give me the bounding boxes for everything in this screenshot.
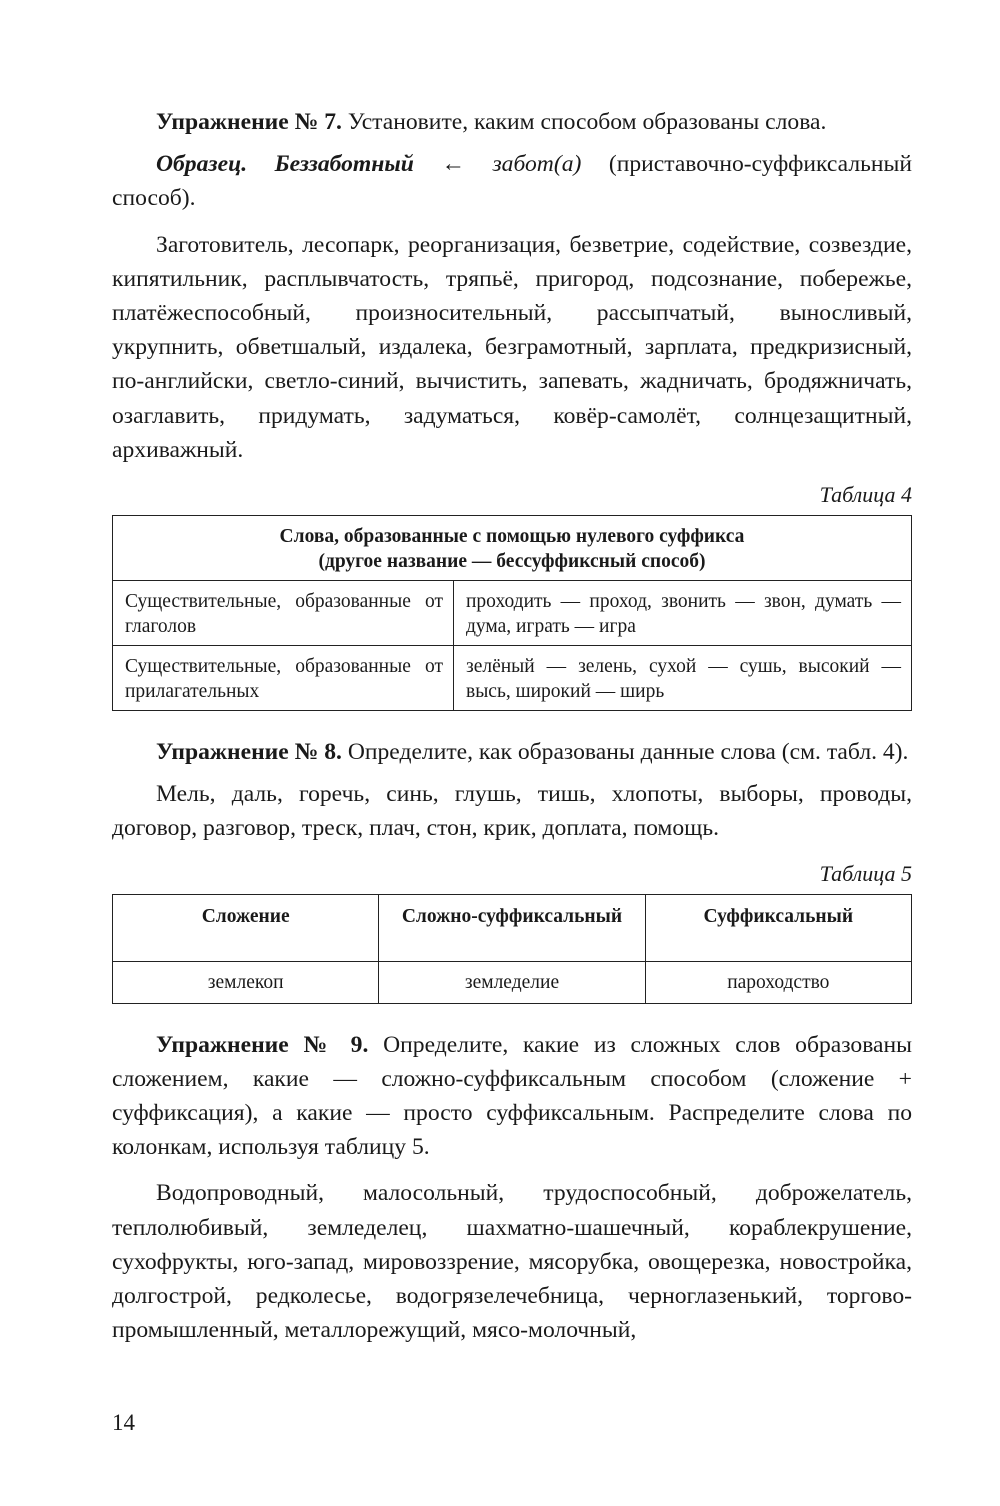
exercise-9-task (112, 1028, 912, 1165)
table-5-cell: земледелие (379, 961, 645, 1003)
table-5-header-suffixal: Суффиксальный (645, 894, 911, 961)
page-content (112, 105, 912, 1347)
table-row (113, 581, 912, 646)
exercise-7-text: Установите, каким способом образованы слова. (341, 109, 827, 135)
table-4 (112, 515, 912, 711)
sample-root: забот (492, 151, 554, 178)
sample-arrow: ← (413, 151, 493, 178)
table-row (113, 646, 912, 711)
exercise-9-label: Упражнение № 9. (156, 1031, 369, 1058)
table-4-header-row (113, 516, 912, 581)
page-number: 14 (112, 1410, 135, 1435)
table-4-examples: зелёный — зелень, сухой — сушь, высокий — высь, широкий — ширь (454, 646, 912, 711)
exercise-7-sample (112, 147, 912, 215)
table-5-caption: Таблица 5 (819, 860, 912, 886)
table-5-cell: пароходство (645, 961, 911, 1003)
table-5-header-composition: Сложение (113, 894, 379, 961)
table-row (113, 961, 912, 1003)
table-4-category: Существительные, образованные от прилагательных (113, 646, 454, 711)
exercise-8-task (112, 735, 912, 769)
table-5-header-compound-suffixal: Сложно-суффиксальный (379, 894, 645, 961)
table-4-header-line-1: Слова, образованные с помощью нулевого суффикса (279, 526, 745, 548)
table-4-caption: Таблица 4 (819, 482, 912, 508)
exercise-7-task (112, 105, 912, 139)
table-5-cell: землекоп (113, 961, 379, 1003)
sample-word: Беззаботный (274, 151, 414, 178)
exercise-7-label: Упражнение № 7. (156, 109, 342, 135)
sample-label: Образец. (156, 151, 248, 178)
table-5-header-row (113, 894, 912, 961)
table-4-category: Существительные, образованные от глаголов (113, 581, 454, 646)
table-5 (112, 894, 912, 1004)
table-4-header (113, 516, 912, 581)
exercise-8-label: Упражнение № 8. (156, 739, 342, 766)
exercise-8-text: Определите, как образованы данные слова (см. табл. 4). (341, 739, 909, 766)
table-4-header-line-2: (другое название — бессуффиксный способ) (318, 551, 706, 573)
exercise-9-text: Определите, какие из сложных слов образованы сложением, какие — сложно-суффиксальным способом (сложение + суффиксация), а какие — просто суффиксальным. Распределите слова по колонкам, используя таблицу 5. (112, 1031, 912, 1161)
exercise-8-words: Мель, даль, горечь, синь, глушь, тишь, хлопоты, выборы, проводы, договор, разговор, треск, плач, стон, крик, доплата, помощь. (112, 781, 912, 842)
table-4-examples: проходить — проход, звонить — звон, думать — дума, играть — игра (454, 581, 912, 646)
sample-rest: (приставочно-суффиксальный способ). (112, 151, 912, 212)
exercise-9-words: Водопроводный, малосольный, трудоспособный, доброжелатель, теплолюбивый, земледелец, шахматно-шашечный, кораблекрушение, сухофрукты, юго-запад, мировоззрение, мясорубка, овощерезка, новостройка, долгострой, редколесье, водогрязелечебница, черноглазенький, торгово-промышленный, металлорежущий, мясо-молочный, (112, 1180, 912, 1344)
sample-suffix: (а) (553, 151, 582, 178)
exercise-7-words: Заготовитель, лесопарк, реорганизация, безветрие, содействие, созвездие, кипятильник, расплывчатость, тряпьё, пригород, подсознание, побережье, платёжеспособный, произносительный, рассыпчатый, выносливый, укрупнить, обветшалый, издалека, безграмотный, зарплата, предкризисный, по-английски, светло-синий, вычистить, запевать, жадничать, бродяжничать, озаглавить, придумать, задуматься, ковёр-самолёт, солнцезащитный, архиважный. (112, 231, 912, 463)
